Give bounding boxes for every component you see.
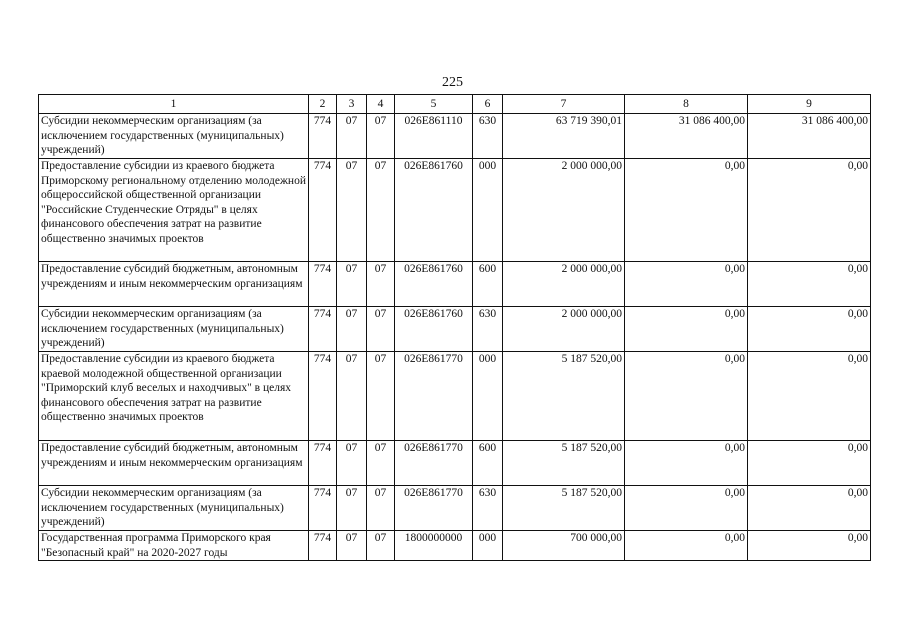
expense-type-code: 630: [473, 114, 503, 159]
target-article-code: 026E861770: [395, 441, 473, 486]
ministry-code: 774: [309, 441, 337, 486]
amount-col9: 0,00: [748, 262, 871, 307]
column-header: 9: [748, 95, 871, 114]
amount-col8: 0,00: [625, 262, 748, 307]
subsection-code: 07: [367, 486, 395, 531]
expense-type-code: 000: [473, 159, 503, 262]
table-row: [39, 441, 871, 486]
section-code: 07: [337, 486, 367, 531]
column-header: 5: [395, 95, 473, 114]
section-code: 07: [337, 262, 367, 307]
expense-type-code: 000: [473, 531, 503, 561]
section-code: 07: [337, 352, 367, 441]
amount-col7: 2 000 000,00: [503, 307, 625, 352]
amount-col7: 5 187 520,00: [503, 441, 625, 486]
row-name: Предоставление субсидии из краевого бюджета Приморскому региональному отделению молодежной общероссийской общественной организации "Российские Студенческие Отряды" в целях финансового обеспечения затрат на развитие общественно значимых проектов: [39, 159, 309, 262]
ministry-code: 774: [309, 114, 337, 159]
column-header: 1: [39, 95, 309, 114]
amount-col7: 2 000 000,00: [503, 159, 625, 262]
amount-col9: 0,00: [748, 531, 871, 561]
amount-col7: 5 187 520,00: [503, 352, 625, 441]
ministry-code: 774: [309, 307, 337, 352]
amount-col9: 0,00: [748, 159, 871, 262]
column-header: 3: [337, 95, 367, 114]
subsection-code: 07: [367, 531, 395, 561]
column-header: 2: [309, 95, 337, 114]
amount-col8: 0,00: [625, 352, 748, 441]
section-code: 07: [337, 114, 367, 159]
target-article-code: 1800000000: [395, 531, 473, 561]
amount-col9: 0,00: [748, 307, 871, 352]
target-article-code: 026E861770: [395, 352, 473, 441]
column-header: 8: [625, 95, 748, 114]
section-code: 07: [337, 307, 367, 352]
row-name: Субсидии некоммерческим организациям (за исключением государственных (муниципальных) учреждений): [39, 114, 309, 159]
amount-col8: 0,00: [625, 531, 748, 561]
amount-col9: 31 086 400,00: [748, 114, 871, 159]
amount-col7: 63 719 390,01: [503, 114, 625, 159]
table-row: [39, 486, 871, 531]
amount-col9: 0,00: [748, 352, 871, 441]
table-row: [39, 307, 871, 352]
expense-type-code: 600: [473, 441, 503, 486]
section-code: 07: [337, 441, 367, 486]
target-article-code: 026E861760: [395, 262, 473, 307]
table-row: [39, 159, 871, 262]
target-article-code: 026E861110: [395, 114, 473, 159]
ministry-code: 774: [309, 486, 337, 531]
column-header: 4: [367, 95, 395, 114]
expense-type-code: 630: [473, 486, 503, 531]
column-header: 7: [503, 95, 625, 114]
page-number: 225: [442, 75, 463, 90]
header-row: [39, 95, 871, 114]
subsection-code: 07: [367, 114, 395, 159]
subsection-code: 07: [367, 307, 395, 352]
row-name: Предоставление субсидий бюджетным, автономным учреждениям и иным некоммерческим организациям: [39, 441, 309, 486]
amount-col9: 0,00: [748, 441, 871, 486]
budget-table: [38, 94, 871, 561]
row-name: Государственная программа Приморского края "Безопасный край" на 2020-2027 годы: [39, 531, 309, 561]
table-row: [39, 531, 871, 561]
subsection-code: 07: [367, 441, 395, 486]
ministry-code: 774: [309, 352, 337, 441]
expense-type-code: 600: [473, 262, 503, 307]
target-article-code: 026E861770: [395, 486, 473, 531]
expense-type-code: 000: [473, 352, 503, 441]
amount-col8: 0,00: [625, 159, 748, 262]
ministry-code: 774: [309, 531, 337, 561]
amount-col7: 700 000,00: [503, 531, 625, 561]
section-code: 07: [337, 531, 367, 561]
table-row: [39, 352, 871, 441]
ministry-code: 774: [309, 159, 337, 262]
amount-col8: 0,00: [625, 486, 748, 531]
table-row: [39, 262, 871, 307]
row-name: Субсидии некоммерческим организациям (за исключением государственных (муниципальных) учреждений): [39, 486, 309, 531]
amount-col8: 31 086 400,00: [625, 114, 748, 159]
row-name: Субсидии некоммерческим организациям (за исключением государственных (муниципальных) учреждений): [39, 307, 309, 352]
section-code: 07: [337, 159, 367, 262]
target-article-code: 026E861760: [395, 307, 473, 352]
amount-col7: 5 187 520,00: [503, 486, 625, 531]
row-name: Предоставление субсидий бюджетным, автономным учреждениям и иным некоммерческим организациям: [39, 262, 309, 307]
expense-type-code: 630: [473, 307, 503, 352]
table-row: [39, 114, 871, 159]
subsection-code: 07: [367, 262, 395, 307]
amount-col8: 0,00: [625, 441, 748, 486]
amount-col7: 2 000 000,00: [503, 262, 625, 307]
subsection-code: 07: [367, 159, 395, 262]
column-header: 6: [473, 95, 503, 114]
subsection-code: 07: [367, 352, 395, 441]
ministry-code: 774: [309, 262, 337, 307]
amount-col9: 0,00: [748, 486, 871, 531]
target-article-code: 026E861760: [395, 159, 473, 262]
row-name: Предоставление субсидии из краевого бюджета краевой молодежной общественной организации "Приморский клуб веселых и находчивых" в целях финансового обеспечения затрат на развитие общественно значимых проектов: [39, 352, 309, 441]
amount-col8: 0,00: [625, 307, 748, 352]
